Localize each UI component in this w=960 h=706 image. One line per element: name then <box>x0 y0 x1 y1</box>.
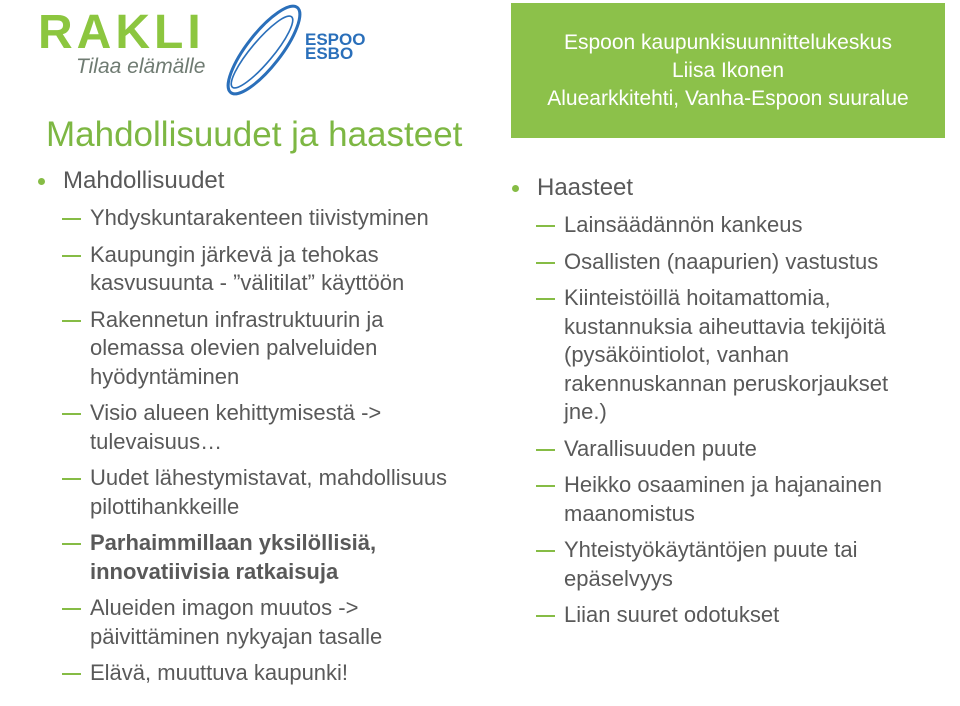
list-item <box>474 284 960 427</box>
dash-bullet-icon <box>62 320 81 322</box>
list-item-line: Yhteistyökäytäntöjen puute tai <box>564 537 858 562</box>
swirl-stroke-outer <box>222 0 308 100</box>
list-item-line: Varallisuuden puute <box>564 435 757 461</box>
list-item <box>0 399 474 456</box>
challenges-column <box>474 173 960 638</box>
espoo-swirl-icon <box>222 0 308 100</box>
list-item-line: Yhdyskuntarakenteen tiivistyminen <box>90 205 429 230</box>
list-item-line: Kaupungin järkevä ja tehokas <box>90 241 379 267</box>
espoo-logo-text-fi: ESPOO <box>305 30 366 49</box>
list-item-line: kustannuksia aiheuttavia tekijöitä <box>564 313 886 339</box>
list-item <box>474 471 960 528</box>
list-item-emphasized <box>0 529 474 586</box>
dash-bullet-icon <box>62 673 81 675</box>
dash-bullet-icon <box>62 478 81 480</box>
swirl-stroke-inner <box>224 10 300 95</box>
list-item <box>474 536 960 593</box>
list-item <box>0 594 474 651</box>
bullet-dot-icon <box>512 185 519 192</box>
dash-bullet-icon <box>62 255 81 257</box>
list-item-line: Osallisten (naapurien) vastustus <box>564 248 879 274</box>
opportunities-column <box>0 166 474 696</box>
list-item-line: maanomistus <box>564 500 695 526</box>
list-item <box>474 248 960 277</box>
list-item-line: Kiinteistöillä hoitamattomia, <box>564 285 831 310</box>
presenter-organization: Espoon kaupunkisuunnittelukeskus <box>563 30 893 54</box>
list-item-line: hyödyntäminen <box>90 363 240 389</box>
dash-bullet-icon <box>62 413 81 415</box>
dash-bullet-icon <box>62 543 81 545</box>
list-item <box>0 464 474 521</box>
dash-bullet-icon <box>536 262 555 264</box>
list-item-line: päivittäminen nykyajan tasalle <box>90 623 383 649</box>
list-item-line: pilottihankkeille <box>90 493 240 519</box>
bullet-heading-text: Mahdollisuudet <box>63 167 225 194</box>
dash-bullet-icon <box>536 615 555 617</box>
rakli-logo-tagline: Tilaa elämälle <box>76 55 206 78</box>
list-item-line: Liian suuret odotukset <box>564 602 780 627</box>
dash-bullet-icon <box>536 550 555 552</box>
list-item <box>0 659 474 688</box>
list-item-line: epäselvyys <box>564 565 673 591</box>
dash-bullet-icon <box>536 225 555 227</box>
list-item-line: Parhaimmillaan yksilöllisiä, <box>90 530 377 555</box>
bullet-heading-challenges <box>474 173 960 203</box>
dash-bullet-icon <box>62 218 81 220</box>
list-item <box>0 306 474 392</box>
dash-bullet-icon <box>536 485 555 487</box>
list-item-line: jne.) <box>564 399 607 424</box>
presenter-name: Liisa Ikonen <box>671 58 785 82</box>
list-item-line: (pysäköintiolot, vanhan <box>564 342 790 367</box>
list-item-line: Alueiden imagon muutos -> <box>90 595 359 620</box>
list-item <box>474 211 960 240</box>
presenter-role: Aluearkkitehti, Vanha-Espoon suuralue <box>547 86 909 110</box>
list-item-line: Elävä, muuttuva kaupunki! <box>90 660 349 685</box>
list-item <box>474 601 960 630</box>
challenges-list <box>474 211 960 630</box>
list-item-line: rakennuskannan peruskorjaukset <box>564 370 889 396</box>
list-item-line: innovatiivisia ratkaisuja <box>90 558 339 584</box>
list-item-line: Uudet lähestymistavat, mahdollisuus <box>90 465 448 490</box>
list-item-line: Rakennetun infrastruktuurin ja <box>90 306 384 332</box>
espoo-logo-text-sv: ESBO <box>305 44 354 63</box>
slide-title: Mahdollisuudet ja haasteet <box>46 115 463 154</box>
list-item <box>0 204 474 233</box>
list-item-line: Heikko osaaminen ja hajanainen <box>564 472 882 497</box>
list-item <box>474 435 960 464</box>
bullet-heading-opportunities <box>0 166 474 196</box>
dash-bullet-icon <box>536 449 555 451</box>
list-item-line: olemassa olevien palveluiden <box>90 335 378 360</box>
rakli-logo-wordmark: RAKLI <box>38 6 205 59</box>
list-item-line: Visio alueen kehittymisestä -> <box>90 400 382 425</box>
list-item-line: tulevaisuus… <box>90 428 223 454</box>
bullet-dot-icon <box>38 178 45 185</box>
list-item-line: kasvusuunta - ”välitilat” käyttöön <box>90 270 405 295</box>
presenter-info-box <box>511 3 945 138</box>
dash-bullet-icon <box>536 298 555 300</box>
list-item <box>0 241 474 298</box>
list-item-line: Lainsäädännön kankeus <box>564 212 803 237</box>
dash-bullet-icon <box>62 608 81 610</box>
bullet-heading-text: Haasteet <box>537 174 634 201</box>
opportunities-list <box>0 204 474 688</box>
